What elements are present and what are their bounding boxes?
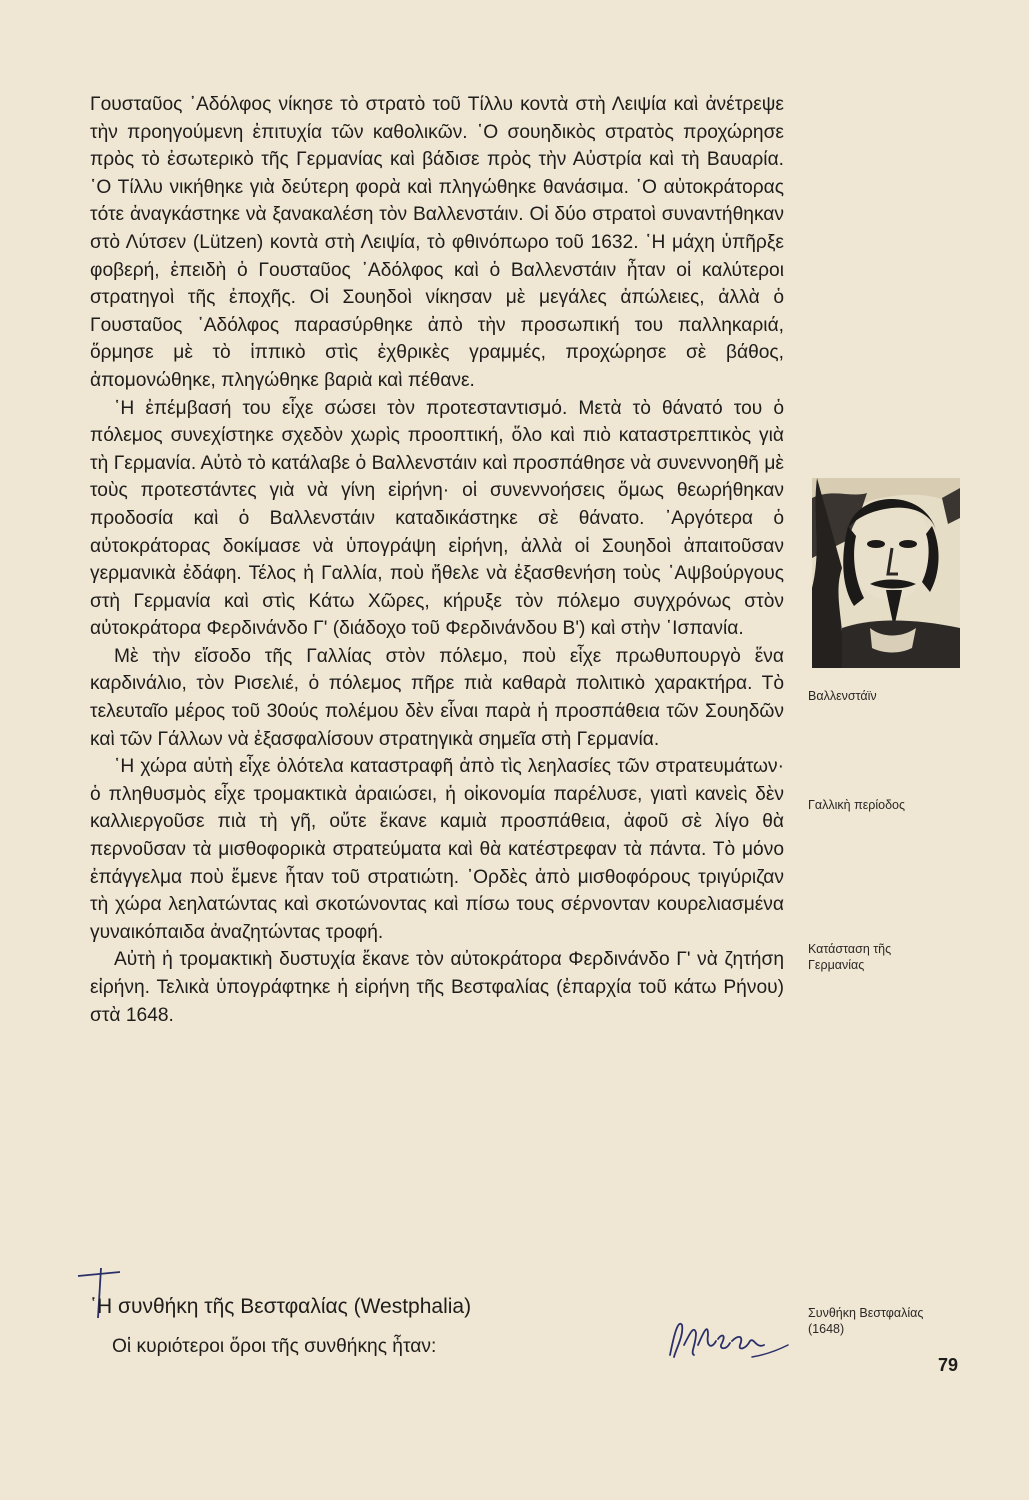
section-intro: Οἱ κυριότεροι ὅροι τῆς συνθήκης ἦταν: [112,1336,437,1357]
margin-note-germany-state: Κατάσταση τῆς Γερμανίας [808,942,892,972]
main-text [90,91,784,1029]
wallenstein-portrait [812,478,960,668]
paragraph-2: ῾Η ἐπέμβασή του εἶχε σώσει τὸν προτεσταντισμό. Μετὰ τὸ θάνατό του ὁ πόλεμος συνεχίστηκε σχεδὸν χωρὶς προοπτική, ὅλο καὶ πιὸ καταστρεπτικὸς γιὰ τὴ Γερμανία. Αὐτὸ τὸ κατάλαβε ὁ Βαλλενστάιν καὶ προσπάθησε νὰ συνεννοηθῆ μὲ τοὺς προτεστάντες γιὰ νὰ γίνη εἰρήνη· οἱ συνεννοήσεις ὅμως θεωρήθηκαν προδοσία καὶ ὁ Βαλλενστάιν καταδικάστηκε σὲ θάνατο. ᾿Αργότερα ὁ αὐτοκράτορας δοκίμασε νὰ ὑπογράψη εἰρήνη, ἀλλὰ οἱ Σουηδοὶ ἀπαιτοῦσαν γερμανικὰ ἐδάφη. Τέλος ἡ Γαλλία, ποὺ ἤθελε νὰ ἐξασθενήση τοὺς ῾Αψβούργους στὴ Γερμανία καὶ στὶς Κάτω Χῶρες, κήρυξε τὸν πόλεμο συγχρόνως στὸν αὐτοκράτορα Φερδινάνδο Γ' (διάδοχο τοῦ Φερδινάνδου Β') καὶ στὴν ῾Ισπανία. [90,397,784,640]
page-number: 79 [938,1355,959,1375]
margin-note-french-period: Γαλλικὴ περίοδος [808,798,906,812]
paragraph-1: Γουσταῦος ᾿Αδόλφος νίκησε τὸ στρατὸ τοῦ Τίλλυ κοντὰ στὴ Λειψία καὶ ἀνέτρεψε τὴν προηγούμενη ἐπιτυχία τῶν καθολικῶν. ῾Ο σουηδικὸς στρατὸς προχώρησε πρὸς τὸ ἐσωτερικὸ τῆς Γερμανίας καὶ βάδισε πρὸς τὴν Αὐστρία καὶ τὴ Βαυαρία. ῾Ο Τίλλυ νικήθηκε γιὰ δεύτερη φορὰ καὶ πληγώθηκε θανάσιμα. ῾Ο αὐτοκράτορας τότε ἀναγκάστηκε νὰ ξανακαλέση τὸν Βαλλενστάιν. Οἱ δύο στρατοὶ συναντήθηκαν στὸ Λύτσεν (Lützen) κοντὰ στὴ Λειψία, τὸ φθινόπωρο τοῦ 1632. ῾Η μάχη ὑπῆρξε φοβερή, ἐπειδὴ ὁ Γουσταῦος ᾿Αδόλφος καὶ ὁ Βαλλενστάιν ἦταν οἱ καλύτεροι στρατηγοὶ τῆς ἐποχῆς. Οἱ Σουηδοὶ νίκησαν μὲ μεγάλες ἀπώλειες, ἀλλὰ ὁ Γουσταῦος ᾿Αδόλφος παρασύρθηκε ἀπὸ τὴν προσωπική του παλληκαριά, ὅρμησε μὲ τὸ ἱππικὸ στὶς ἐχθρικὲς γραμμές, προχώρησε σὲ βάθος, ἀπομονώθηκε, πληγώθηκε βαριὰ καὶ πέθανε. [90,94,784,391]
margin-note-treaty: Συνθήκη Βεστφαλίας (1648) [808,1306,924,1336]
paragraph-4: ῾Η χώρα αὐτὴ εἶχε ὁλότελα καταστραφῆ ἀπὸ τὶς λεηλασίες τῶν στρατευμάτων· ὁ πληθυσμὸς εἶχε τρομακτικὰ ἀραιώσει, ἡ οἰκονομία παρέλυσε, γιατὶ κανεὶς δὲν καλλιεργοῦσε πιὰ τὴ γῆ, οὔτε ἔκανε καμιὰ προσπάθεια, ἀφοῦ σὲ λίγο θὰ περνοῦσαν τὰ μισθοφορικὰ στρατεύματα καὶ θὰ κατέστρεφαν τὰ πάντα. Τὸ μόνο ἐπάγγελμα ποὺ ἔμενε ἦταν τοῦ στρατιώτη. ᾿Ορδὲς ἀπὸ μισθοφόρους τριγύριζαν τὴ χώρα λεηλατώντας καὶ σκοτώνοντας καὶ πίσω τους σέρνονταν κουρελιασμένα γυναικόπαιδα ἀναζητώντας τροφή. [90,756,784,943]
section-title: ῾Η συνθήκη τῆς Βεστφαλίας (Westphalia) [90,1295,472,1318]
paragraph-5: Αὐτὴ ἡ τρομακτικὴ δυστυχία ἔκανε τὸν αὐτοκράτορα Φερδινάνδο Γ' νὰ ζητήση εἰρήνη. Τελικὰ ὑπογράφτηκε ἡ εἰρήνη τῆς Βεστφαλίας (ἐπαρχία τοῦ κάτω Ρήνου) στὰ 1648. [90,949,784,1026]
portrait-caption: Βαλλενστάϊν [808,689,877,703]
handwritten-note-icon [660,1305,810,1375]
paragraph-3: Μὲ τὴν εἴσοδο τῆς Γαλλίας στὸν πόλεμο, ποὺ εἶχε πρωθυπουργὸ ἕνα καρδινάλιο, τὸν Ρισελιέ, ὁ πόλεμος πῆρε πιὰ καθαρὰ πολιτικὸ χαρακτήρα. Τὸ τελευταῖο μέρος τοῦ 30ούς πολέμου δὲν εἶναι παρὰ ἡ προσπάθεια τῶν Σουηδῶν καὶ τῶν Γάλλων νὰ ἐξασφαλίσουν στρατηγικὰ σημεῖα στὴ Γερμανία. [90,645,784,750]
